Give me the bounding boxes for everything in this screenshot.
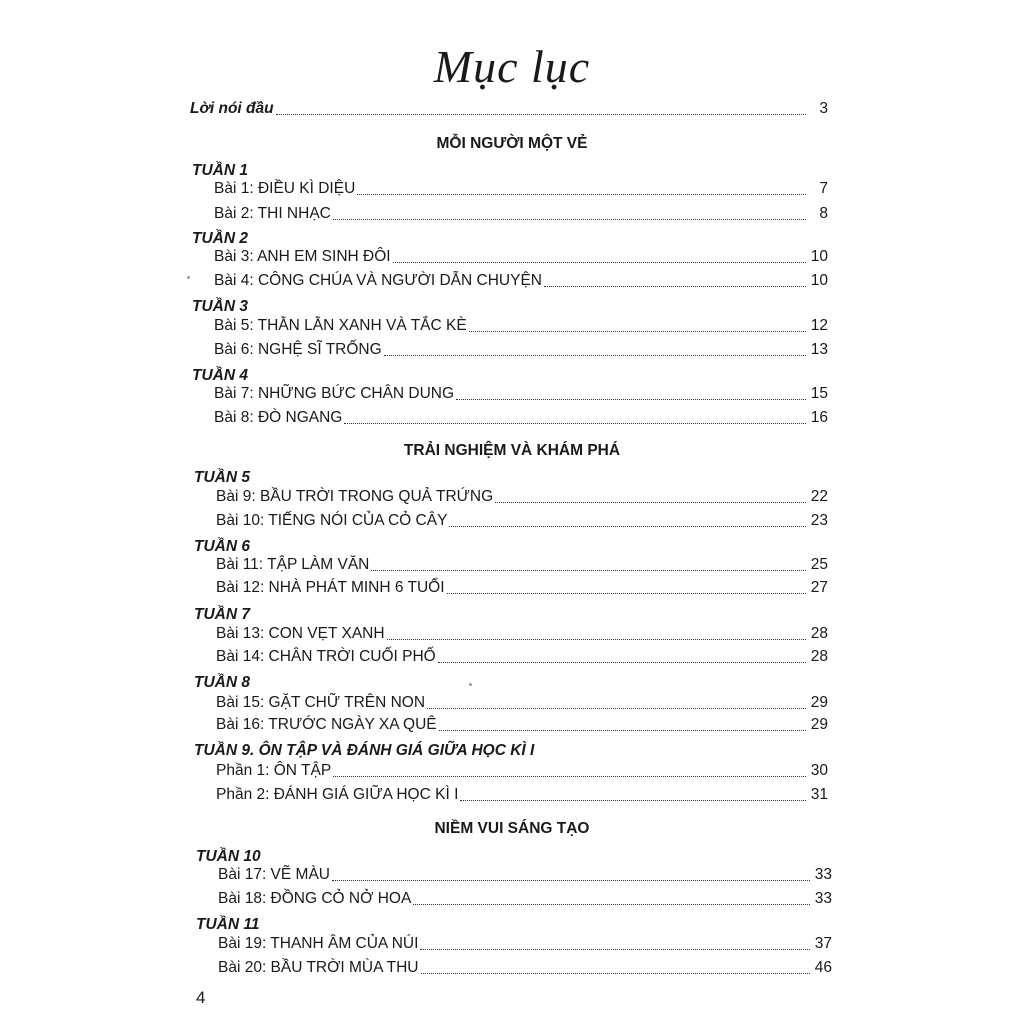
toc-entry-label: Phần 1: ÔN TẬP <box>216 762 332 779</box>
toc-entry-label: Bài 3: ANH EM SINH ĐÔI <box>214 248 391 265</box>
toc-entry-page: 33 <box>814 866 832 883</box>
dot-leader <box>393 262 806 263</box>
dot-leader <box>460 800 806 801</box>
week-heading: TUẦN 11 <box>196 916 260 933</box>
toc-entry-label: Bài 8: ĐÒ NGANG <box>214 409 343 426</box>
week-heading: TUẦN 10 <box>196 848 261 865</box>
toc-entry[interactable] <box>216 510 828 532</box>
toc-entry-label: Bài 10: TIẾNG NÓI CỦA CỎ CÂY <box>216 512 448 529</box>
toc-entry[interactable] <box>216 760 828 782</box>
toc-entry-label: Bài 9: BẦU TRỜI TRONG QUẢ TRỨNG <box>216 488 494 505</box>
toc-entry-label: Bài 16: TRƯỚC NGÀY XA QUÊ <box>216 716 437 733</box>
toc-entry-label: Bài 15: GẶT CHỮ TRÊN NON <box>216 694 426 711</box>
toc-entry-label: Bài 1: ĐIỀU KÌ DIỆU <box>214 180 356 197</box>
scan-speck <box>187 276 190 279</box>
toc-entry[interactable] <box>218 957 832 979</box>
week-heading: TUẦN 6 <box>194 538 250 555</box>
dot-leader <box>333 776 806 777</box>
toc-entry[interactable] <box>214 407 828 429</box>
toc-entry[interactable] <box>216 714 828 736</box>
page-title: Mục lục <box>433 41 591 92</box>
toc-entry-label: Bài 19: THANH ÂM CỦA NÚI <box>218 935 419 952</box>
toc-entry-page: 30 <box>810 762 828 779</box>
toc-entry-label: Bài 17: VẼ MÀU <box>218 866 330 883</box>
toc-entry-page: 28 <box>810 648 828 665</box>
toc-entry-label: Bài 11: TẬP LÀM VĂN <box>216 556 370 573</box>
dot-leader <box>387 639 806 640</box>
toc-entry-label: Bài 5: THẰN LẰN XANH VÀ TẮC KÈ <box>214 317 467 334</box>
toc-entry-label: Phần 2: ĐÁNH GIÁ GIỮA HỌC KÌ I <box>216 786 459 803</box>
toc-entry-label: Bài 7: NHỮNG BỨC CHÂN DUNG <box>214 385 455 402</box>
toc-entry[interactable] <box>214 178 828 200</box>
dot-leader <box>421 973 811 974</box>
toc-entry-page: 37 <box>814 935 832 952</box>
week-heading: TUẦN 5 <box>194 469 250 486</box>
dot-leader <box>495 502 806 503</box>
toc-entry[interactable] <box>214 315 828 337</box>
week-heading: TUẦN 4 <box>192 367 248 384</box>
dot-leader <box>544 286 806 287</box>
toc-entry-label: Bài 13: CON VẸT XANH <box>216 625 385 642</box>
toc-entry-page: 29 <box>810 716 828 733</box>
toc-entry[interactable] <box>216 486 828 508</box>
unit-title: TRẢI NGHIỆM VÀ KHÁM PHÁ <box>403 442 621 459</box>
week-heading: TUẦN 9. ÔN TẬP VÀ ĐÁNH GIÁ GIỮA HỌC KÌ I <box>194 742 535 759</box>
toc-entry[interactable] <box>214 339 828 361</box>
dot-leader <box>420 949 810 950</box>
toc-entry-page: 16 <box>810 409 828 426</box>
toc-entry-label: Bài 20: BẦU TRỜI MÙA THU <box>218 959 419 976</box>
toc-entry-page: 29 <box>810 694 828 711</box>
toc-entry-page: 27 <box>810 579 828 596</box>
toc-entry[interactable] <box>218 864 832 886</box>
toc-entry[interactable] <box>218 888 832 910</box>
toc-entry[interactable] <box>216 554 828 576</box>
dot-leader <box>333 219 806 220</box>
toc-entry-label: Bài 18: ĐỒNG CỎ NỞ HOA <box>218 890 412 907</box>
toc-entry-page: 46 <box>814 959 832 976</box>
dot-leader <box>413 904 810 905</box>
toc-entry-page: 22 <box>810 488 828 505</box>
toc-entry-page: 33 <box>814 890 832 907</box>
dot-leader <box>449 526 806 527</box>
week-heading: TUẦN 8 <box>194 674 250 691</box>
toc-entry-label: Bài 4: CÔNG CHÚA VÀ NGƯỜI DẪN CHUYỆN <box>214 272 542 289</box>
toc-entry-page: 25 <box>810 556 828 573</box>
toc-entry-page: 10 <box>810 248 828 265</box>
page-number: 4 <box>196 988 206 1007</box>
dot-leader <box>469 331 806 332</box>
week-heading: TUẦN 1 <box>192 162 248 179</box>
toc-entry-label: Bài 12: NHÀ PHÁT MINH 6 TUỔI <box>216 579 445 596</box>
toc-entry-page: 12 <box>810 317 828 334</box>
toc-entry-page: 3 <box>819 100 828 117</box>
dot-leader <box>344 423 806 424</box>
toc-entry[interactable] <box>214 203 828 225</box>
dot-leader <box>439 730 806 731</box>
toc-entry[interactable] <box>214 270 828 292</box>
dot-leader <box>438 662 806 663</box>
toc-entry[interactable] <box>214 383 828 405</box>
toc-entry[interactable] <box>216 577 828 599</box>
toc-entry-page: 23 <box>810 512 828 529</box>
toc-entry[interactable] <box>216 784 828 806</box>
dot-leader <box>427 708 806 709</box>
toc-entry-page: 31 <box>810 786 828 803</box>
unit-title: MỖI NGƯỜI MỘT VẺ <box>436 135 588 152</box>
toc-entry-page: 28 <box>810 625 828 642</box>
unit-title: NIỀM VUI SÁNG TẠO <box>434 820 590 837</box>
toc-entry-page: 8 <box>819 205 828 222</box>
toc-entry[interactable] <box>218 933 832 955</box>
dot-leader <box>276 114 806 115</box>
toc-entry-label: Lời nói đầu <box>190 100 274 117</box>
week-heading: TUẦN 2 <box>192 230 248 247</box>
dot-leader <box>371 570 806 571</box>
toc-entry[interactable] <box>216 692 828 714</box>
dot-leader <box>456 399 806 400</box>
dot-leader <box>384 355 806 356</box>
toc-entry[interactable] <box>214 246 828 268</box>
toc-entry-preface[interactable] <box>190 98 828 120</box>
toc-entry-label: Bài 6: NGHỆ SĨ TRỐNG <box>214 341 382 358</box>
scan-speck <box>469 683 472 686</box>
dot-leader <box>357 194 806 195</box>
week-heading: TUẦN 7 <box>194 606 250 623</box>
toc-entry-page: 7 <box>819 180 828 197</box>
dot-leader <box>447 593 806 594</box>
toc-entry-page: 13 <box>810 341 828 358</box>
toc-entry-label: Bài 2: THI NHẠC <box>214 205 331 222</box>
toc-entry[interactable] <box>216 646 828 668</box>
week-heading: TUẦN 3 <box>192 298 248 315</box>
toc-entry-page: 10 <box>810 272 828 289</box>
dot-leader <box>332 880 810 881</box>
toc-entry-label: Bài 14: CHÂN TRỜI CUỐI PHỐ <box>216 648 436 665</box>
toc-entry-page: 15 <box>810 385 828 402</box>
toc-entry[interactable] <box>216 623 828 645</box>
